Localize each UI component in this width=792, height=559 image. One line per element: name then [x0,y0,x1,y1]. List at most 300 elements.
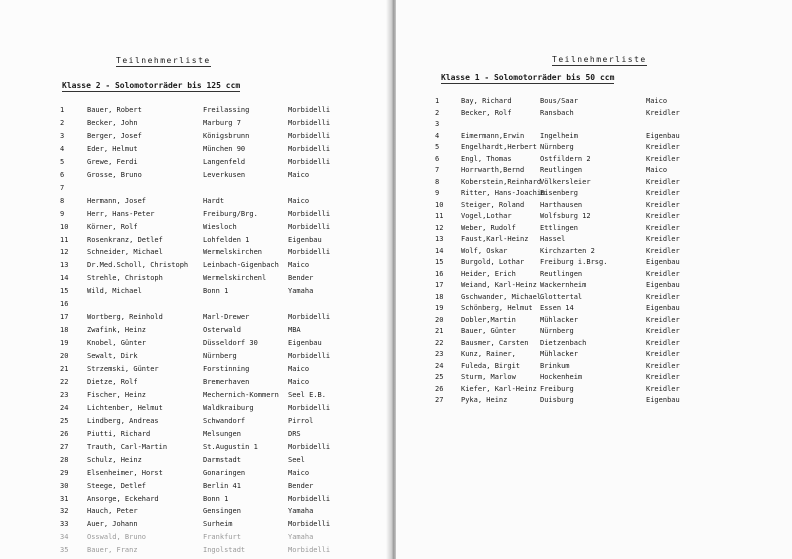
entry-num: 11 [60,235,69,244]
table-row [0,324,394,336]
entry-make: DRS [288,429,301,438]
entry-make: Morbidelli [288,520,331,529]
entry-num: 19 [435,304,444,312]
entry-city: Bonn 1 [203,494,229,503]
entry-name: Sturm, Marlow [461,373,516,381]
entry-num: 26 [435,384,444,393]
entry-num: 14 [60,274,69,283]
table-row [396,233,792,245]
entry-city: München 90 [203,144,246,153]
entry-name: Schneider, Michael [87,248,163,257]
entry-make: Yamaha [288,287,314,296]
table-row [0,311,394,323]
entry-num: 9 [60,209,65,218]
entry-make: Morbidelli [288,352,331,361]
entry-num: 24 [435,361,444,370]
table-row [0,402,394,414]
class-2-heading: Klasse 2 - Solomotorräder bis 125 ccm [62,81,241,90]
entry-make: Morbidelli [288,494,331,503]
table-row [396,383,792,395]
table-row [0,156,394,168]
table-row [396,302,792,314]
entry-num: 10 [60,222,69,231]
table-row [396,314,792,326]
entry-make: Pirrol [288,416,314,425]
entry-name: Strzemski, Günter [87,365,159,373]
entry-make: Maico [288,261,310,270]
entry-num: 15 [60,287,69,296]
entry-make: Kreidler [646,235,680,243]
entry-city: Frankfurt [203,533,241,542]
entry-make: Yamaha [288,533,314,542]
entry-make: Kreidler [646,246,680,255]
entry-make: Kreidler [646,200,680,209]
entry-city: Berlin 41 [203,481,241,490]
entry-num: 14 [435,246,444,255]
table-row [0,104,394,116]
table-row [396,118,792,130]
entry-num: 25 [60,416,69,425]
entry-name: Vogel,Lothar [461,212,512,220]
entry-city: Gensingen [203,507,241,516]
entry-num: 20 [435,315,444,324]
entry-city: Düsseldorf 30 [203,339,258,348]
entry-name: Weiand, Karl-Heinz [461,281,537,289]
table-row [396,222,792,234]
entry-name: Piutti, Richard [87,429,151,438]
entry-make: Kreidler [646,315,680,324]
entry-name: Fuleda, Birgit [461,361,521,370]
entry-name: Gschwander, Michael [461,292,542,301]
entry-name: Grewe, Ferdi [87,157,138,166]
entry-city: Freiburg i.Brsg. [540,258,608,266]
table-row [396,199,792,211]
entry-num: 33 [60,520,69,529]
entry-name: Fischer, Heinz [87,390,147,399]
entry-city: Mechernich-Kommern [203,390,279,399]
entry-city: Surheim [203,520,233,529]
entry-num: 7 [60,183,65,192]
entry-city: Ransbach [540,108,574,117]
entry-city: Freilassing [203,106,250,114]
entry-name: Becker, John [87,118,138,127]
entry-name: Bauer, Günter [461,327,516,335]
entry-city: Marl-Drewer [203,313,250,322]
entry-city: Freiburg/Brg. [203,209,258,218]
entry-city: Wermelskirchen [203,248,263,257]
table-row [0,544,394,556]
entry-make: Maico [288,365,310,373]
entry-make: Morbidelli [288,209,331,218]
entry-make: Bender [288,274,314,283]
entry-num: 34 [60,533,69,542]
table-row [0,428,394,440]
table-row [0,415,394,427]
entry-make: Eigenbau [288,235,322,244]
entry-city: Gonaringen [203,468,246,477]
table-row [0,195,394,207]
entry-make: Eigenbau [288,339,322,348]
table-row [0,221,394,233]
entry-num: 32 [60,507,69,516]
entry-make: Morbidelli [288,248,331,257]
entry-name: Engelhardt,Herbert [461,143,537,151]
entry-city: Nürnberg [203,352,237,361]
entry-name: Osswald, Bruno [87,533,147,542]
table-row [0,493,394,505]
entry-make: Maico [288,170,310,179]
table-row [396,107,792,119]
entry-make: Eigenbau [646,281,680,289]
entry-make: Kreidler [646,373,680,381]
table-row [0,376,394,388]
entry-city: Ingelheim [540,131,578,140]
entry-num: 27 [435,396,444,404]
entry-city: Hockenheim [540,373,583,381]
entry-num: 1 [60,106,65,114]
entry-name: Faust,Karl-Heinz [461,235,529,243]
entry-name: Becker, Rolf [461,108,512,117]
entry-make: Yamaha [288,507,314,516]
entry-name: Zwafink, Heinz [87,326,147,335]
entry-make: Morbidelli [288,131,331,140]
entry-num: 11 [435,212,444,220]
entry-name: Kiefer, Karl-Heinz [461,384,537,393]
entry-num: 18 [435,292,444,301]
table-row [396,245,792,257]
entry-name: Körner, Rolf [87,222,138,231]
entry-city: Hassel [540,235,566,243]
entry-city: St.Augustin 1 [203,442,258,451]
entry-name: Horrwarth,Bernd [461,166,525,174]
entry-name: Grosse, Bruno [87,170,142,179]
entry-make: Kreidler [646,177,680,186]
right-page-title: Teilnehmerliste [552,55,647,64]
entry-name: Bauer, Franz [87,546,138,555]
entry-num: 16 [60,300,69,309]
entry-make: Kreidler [646,212,680,220]
entry-make: Morbidelli [288,442,331,451]
entry-name: Schulz, Heinz [87,455,142,464]
entry-num: 15 [435,258,444,266]
entry-num: 22 [435,338,444,347]
entry-num: 23 [60,390,69,399]
entry-make: Maico [288,377,310,386]
entry-name: Lichtenber, Helmut [87,403,163,412]
entry-num: 3 [435,120,440,128]
table-row [0,285,394,297]
table-row [396,337,792,349]
table-row [0,246,394,258]
entry-city: Bremerhaven [203,377,250,386]
entry-num: 16 [435,269,444,278]
entry-name: Lindberg, Andreas [87,416,159,425]
entry-make: Morbidelli [288,106,331,114]
table-row [0,531,394,543]
table-row [0,441,394,453]
entry-name: Bausmer, Carsten [461,338,529,347]
entry-name: Hermann, Josef [87,196,147,205]
table-row [0,363,394,375]
table-row [0,350,394,362]
entry-num: 13 [435,235,444,243]
table-row [0,518,394,530]
table-row [396,291,792,303]
entry-city: Brinkum [540,361,570,370]
table-row [0,467,394,479]
entry-num: 21 [435,327,444,335]
entry-name: Weber, Rudolf [461,223,516,232]
entry-make: Morbidelli [288,546,331,555]
entry-num: 13 [60,261,69,270]
entry-make: Kreidler [646,189,680,197]
entry-name: Koberstein,Reinhard [461,177,542,186]
entry-name: Berger, Josef [87,131,142,140]
entry-city: Melsungen [203,429,241,438]
entry-num: 27 [60,442,69,451]
entry-city: Dietzenbach [540,338,587,347]
entry-num: 2 [60,118,65,127]
entry-city: Leverkusen [203,170,246,179]
entry-make: Morbidelli [288,144,331,153]
entry-num: 18 [60,326,69,335]
entry-num: 19 [60,339,69,348]
entry-name: Rosenkranz, Detlef [87,235,163,244]
entry-name: Heider, Erich [461,269,516,278]
entry-city: Völkersleier [540,177,591,186]
entry-city: Waldkraiburg [203,403,254,412]
entry-make: Kreidler [646,223,680,232]
entry-city: Essen 14 [540,304,574,312]
entry-num: 7 [435,166,440,174]
entry-name: Engl, Thomas [461,154,512,163]
entry-name: Dobler,Martin [461,315,516,324]
entry-make: Maico [646,166,668,174]
entry-make: Eigenbau [646,304,680,312]
table-row [0,389,394,401]
entry-num: 17 [60,313,69,322]
entry-make: Eigenbau [646,258,680,266]
entry-name: Ansorge, Eckehard [87,494,159,503]
entry-num: 6 [60,170,65,179]
entry-city: Nürnberg [540,143,574,151]
entry-make: Kreidler [646,350,680,358]
entry-name: Eder, Helmut [87,144,138,153]
entry-city: Wiesloch [203,222,237,231]
entry-num: 28 [60,455,69,464]
entry-make: Morbidelli [288,403,331,412]
table-row [396,210,792,222]
table-row [396,187,792,199]
table-row [0,208,394,220]
entry-make: Kreidler [646,361,680,370]
table-row [0,480,394,492]
entry-name: Sewalt, Dirk [87,352,138,361]
table-row [396,141,792,153]
entry-make: Kreidler [646,154,680,163]
table-row [0,259,394,271]
entry-name: Dietze, Rolf [87,377,138,386]
entry-city: Reutlingen [540,166,583,174]
entry-make: Kreidler [646,108,680,117]
table-row [396,325,792,337]
entry-name: Burgold, Lothar [461,258,525,266]
table-row [396,256,792,268]
entry-city: Wermelskirchenl [203,274,267,283]
table-row [0,143,394,155]
table-row [0,182,394,194]
entry-num: 1 [435,97,440,105]
entry-city: Wackernheim [540,281,587,289]
entry-num: 26 [60,429,69,438]
entry-num: 12 [435,223,444,232]
class-1-heading: Klasse 1 - Solomotorräder bis 50 ccm [441,73,615,82]
entry-name: Wortberg, Reinhold [87,313,163,322]
entry-num: 20 [60,352,69,361]
entry-make: Eigenbau [646,131,680,140]
entry-num: 23 [435,350,444,358]
entry-city: Ettlingen [540,223,578,232]
entry-city: Mühlacker [540,315,578,324]
entry-name: Dr.Med.Scholl, Christoph [87,261,189,270]
entry-make: Morbidelli [288,222,331,231]
entry-make: Morbidelli [288,157,331,166]
entry-city: Eisenberg [540,189,578,197]
entry-num: 35 [60,546,69,555]
table-row [396,176,792,188]
entry-city: Osterwald [203,326,241,335]
entry-city: Bous/Saar [540,97,578,105]
entry-name: Hauch, Peter [87,507,138,516]
entry-name: Bay, Richard [461,97,512,105]
left-page [0,0,394,559]
table-row [396,371,792,383]
entry-name: Strehle, Christoph [87,274,163,283]
entry-city: Nürnberg [540,327,574,335]
entry-city: Kirchzarten 2 [540,246,595,255]
entry-city: Hardt [203,196,225,205]
entry-city: Freiburg [540,384,574,393]
entry-num: 25 [435,373,444,381]
entry-name: Wolf, Oskar [461,246,508,255]
entry-make: Eigenbau [646,396,680,404]
table-row [0,272,394,284]
table-row [396,279,792,291]
table-row [0,130,394,142]
entry-name: Steiger, Roland [461,200,525,209]
entry-num: 22 [60,377,69,386]
entry-make: Kreidler [646,292,680,301]
entry-name: Steege, Detlef [87,481,147,490]
entry-city: Reutlingen [540,269,583,278]
left-page-title: Teilnehmerliste [116,56,211,65]
entry-make: Morbidelli [288,313,331,322]
entry-num: 6 [435,154,440,163]
table-row [396,348,792,360]
table-row [396,394,792,406]
entry-make: Kreidler [646,269,680,278]
entry-num: 9 [435,189,440,197]
table-row [0,234,394,246]
entry-make: Maico [646,97,668,105]
entry-city: Lohfelden 1 [203,235,250,244]
entry-name: Schönberg, Helmut [461,304,533,312]
entry-num: 5 [435,143,440,151]
table-row [0,337,394,349]
entry-num: 31 [60,494,69,503]
table-row [396,153,792,165]
entry-make: Seel [288,455,305,464]
entry-make: Bender [288,481,314,490]
entry-city: Mühlacker [540,350,578,358]
entry-city: Duisburg [540,396,574,404]
entry-name: Auer, Johann [87,520,138,529]
table-row [396,130,792,142]
entry-city: Harthausen [540,200,583,209]
entry-name: Herr, Hans-Peter [87,209,155,218]
entry-city: Forstinning [203,365,250,373]
entry-city: Ostfildern 2 [540,154,591,163]
entry-city: Wolfsburg 12 [540,212,591,220]
entry-city: Ingolstadt [203,546,246,555]
entry-make: Kreidler [646,338,680,347]
right-page [396,0,792,559]
entry-num: 2 [435,108,440,117]
entry-num: 29 [60,468,69,477]
table-row [0,117,394,129]
entry-name: Bauer, Robert [87,106,142,114]
entry-num: 30 [60,481,69,490]
table-row [396,268,792,280]
entry-name: Ritter, Hans-Joachim [461,189,546,197]
entry-name: Pyka, Heinz [461,396,508,404]
entry-num: 17 [435,281,444,289]
entry-name: Knobel, Günter [87,339,147,348]
entry-city: Bonn 1 [203,287,229,296]
entry-num: 8 [60,196,65,205]
table-row [0,169,394,181]
entry-city: Schwandorf [203,416,246,425]
entry-city: Königsbrunn [203,131,250,140]
entry-name: Elsenheimer, Horst [87,468,163,477]
table-row [396,360,792,372]
entry-name: Trauth, Carl-Martin [87,442,168,451]
entry-make: Morbidelli [288,118,331,127]
entry-name: Eimermann,Erwin [461,131,525,140]
entry-num: 4 [435,131,440,140]
entry-name: Kunz, Rainer, [461,350,516,358]
entry-make: Maico [288,468,310,477]
table-row [396,164,792,176]
entry-num: 24 [60,403,69,412]
entry-num: 12 [60,248,69,257]
entry-name: Wild, Michael [87,287,142,296]
table-row [0,298,394,310]
table-row [0,505,394,517]
entry-num: 8 [435,177,440,186]
entry-num: 3 [60,131,65,140]
entry-num: 21 [60,365,69,373]
entry-city: Marburg 7 [203,118,241,127]
entry-city: Glottertal [540,292,583,301]
table-row [396,95,792,107]
entry-make: Seel E.B. [288,390,326,399]
entry-make: MBA [288,326,301,335]
entry-num: 10 [435,200,444,209]
entry-make: Kreidler [646,327,680,335]
entry-city: Langenfeld [203,157,246,166]
entry-num: 4 [60,144,65,153]
